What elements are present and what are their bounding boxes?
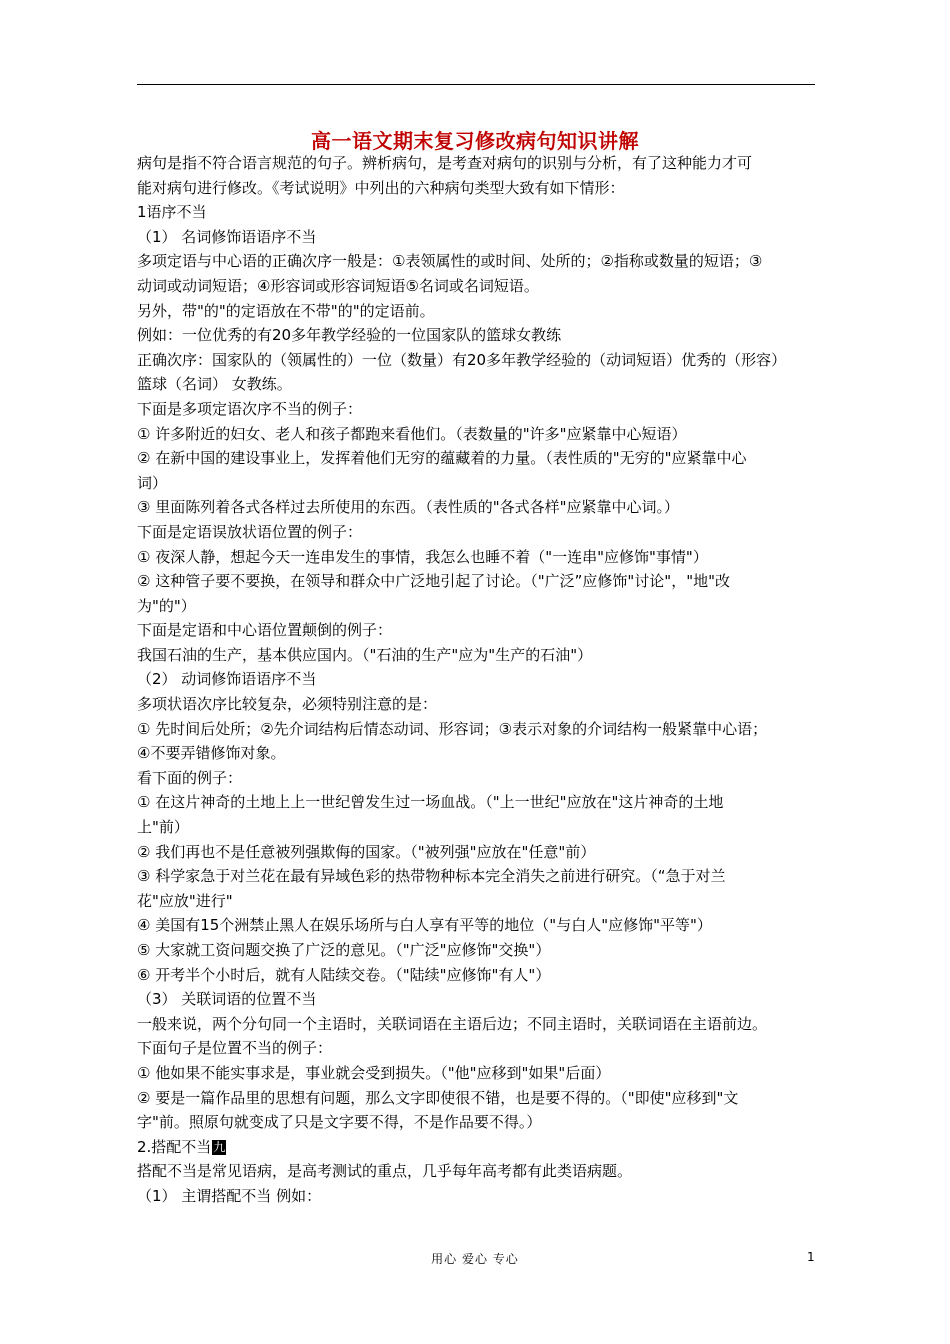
example-line: ① 夜深人静，想起今天一连串发生的事情，我怎么也睡不着（"一连串"应修饰"事情"） [137,547,708,566]
text-line: ① 先时间后处所；②先介词结构后情态动词、形容词；③表示对象的介词结构一般紧靠中心语； [137,719,768,738]
text-line: 多项状语次序比较复杂，必须特别注意的是： [137,695,438,714]
example-line: 字"前。照原句就变成了只是文字要不得，不是作品要不得。） [137,1113,542,1132]
subsection-heading: （2） 动词修饰语语序不当 [137,670,317,689]
text-line: 下面句子是位置不当的例子： [137,1039,333,1058]
text-line: 正确次序：国家队的（领属性的）一位（数量）有20多年教学经验的（动词短语）优秀的（形容） [137,350,787,369]
example-line: ② 我们再也不是任意被列强欺侮的国家。（"被列强"应放在"任意"前） [137,842,596,861]
text-line: 另外，带"的"的定语放在不带"的"的定语前。 [137,301,435,320]
text-line: 看下面的例子： [137,768,243,787]
text-line: 一般来说，两个分句同一个主语时，关联词语在主语后边；不同主语时，关联词语在主语前边。 [137,1014,768,1033]
subsection-heading: （3） 关联词语的位置不当 [137,990,317,1009]
text-line: 篮球（名词） 女教练。 [137,375,292,394]
section-mark: 九 [213,1139,226,1154]
section-heading-text: 2.搭配不当 [137,1137,212,1156]
example-line: ② 在新中国的建设事业上，发挥着他们无穷的蕴藏着的力量。（表性质的"无穷的"应紧靠中心 [137,449,747,468]
example-line: ⑥ 开考半个小时后，就有人陆续交卷。（"陆续"应修饰"有人"） [137,965,551,984]
header-rule [137,84,815,85]
text-line: ④不要弄错修饰对象。 [137,744,286,763]
example-line: ③ 科学家急于对兰花在最有异域色彩的热带物种标本完全消失之前进行研究。（“急于对兰 [137,867,726,886]
example-line: 词） [137,473,168,492]
text-line: 能对病句进行修改。《考试说明》中列出的六种病句类型大致有如下情形： [137,178,625,197]
example-line: ① 许多附近的妇女、老人和孩子都跑来看他们。（表数量的"许多"应紧靠中心短语） [137,424,687,443]
document-title: 高一语文期末复习修改病句知识讲解 [311,129,639,153]
example-line: ② 要是一篇作品里的思想有问题，那么文字即使很不错，也是要不得的。（"即使"应移到"文 [137,1088,739,1107]
example-line: ⑤ 大家就工资问题交换了广泛的意见。（"广泛"应修饰"交换"） [137,941,551,959]
page-number: 1 [807,1250,815,1264]
text-line: 下面是定语误放状语位置的例子： [137,522,363,541]
text-line: 例如：一位优秀的有20多年教学经验的一位国家队的篮球女教练 [137,326,562,345]
example-line: 花"应放"进行" [137,891,233,910]
text-line: 多项定语与中心语的正确次序一般是：①表领属性的或时间、处所的；②指称或数量的短语；③ [137,252,763,271]
example-line: ① 在这片神奇的土地上上一世纪曾发生过一场血战。（"上一世纪"应放在"这片神奇的土地 [137,793,724,812]
example-line: ③ 里面陈列着各式各样过去所使用的东西。（表性质的"各式各样"应紧靠中心词。） [137,498,680,517]
subsection-heading: （1） 名词修饰语语序不当 [137,227,317,246]
example-line: ④ 美国有15个洲禁止黑人在娱乐场所与白人享有平等的地位（"与白人"应修饰"平等"） [137,916,712,935]
example-line: ② 这种管子要不要换，在领导和群众中广泛地引起了讨论。（"广泛”应修饰"讨论"，"地"改 [137,572,730,591]
text-line: 搭配不当是常见语病，是高考测试的重点，几乎每年高考都有此类语病题。 [137,1162,633,1181]
subsection-heading: （1） 主谓搭配不当 例如： [137,1186,322,1205]
text-line: 病句是指不符合语言规范的句子。辨析病句，是考查对病句的识别与分析，有了这种能力才可 [137,154,753,172]
section-heading: 1语序不当 [137,203,207,222]
example-line: 上"前） [137,818,189,837]
text-line: 下面是定语和中心语位置颠倒的例子： [137,621,393,640]
example-line: 我国石油的生产，基本供应国内。（"石油的生产"应为"生产的石油"） [137,645,593,664]
example-line: ① 他如果不能实事求是，事业就会受到损失。（"他"应移到"如果"后面） [137,1063,611,1082]
example-line: 为"的"） [137,596,196,615]
section-heading [137,1135,817,1160]
document-body [137,151,817,1209]
text-line: 动词或动词短语；④形容词或形容词短语⑤名词或名词短语。 [137,276,539,295]
text-line: 下面是多项定语次序不当的例子： [137,399,363,418]
page-footer: 用心 爱心 专心 [431,1252,519,1266]
